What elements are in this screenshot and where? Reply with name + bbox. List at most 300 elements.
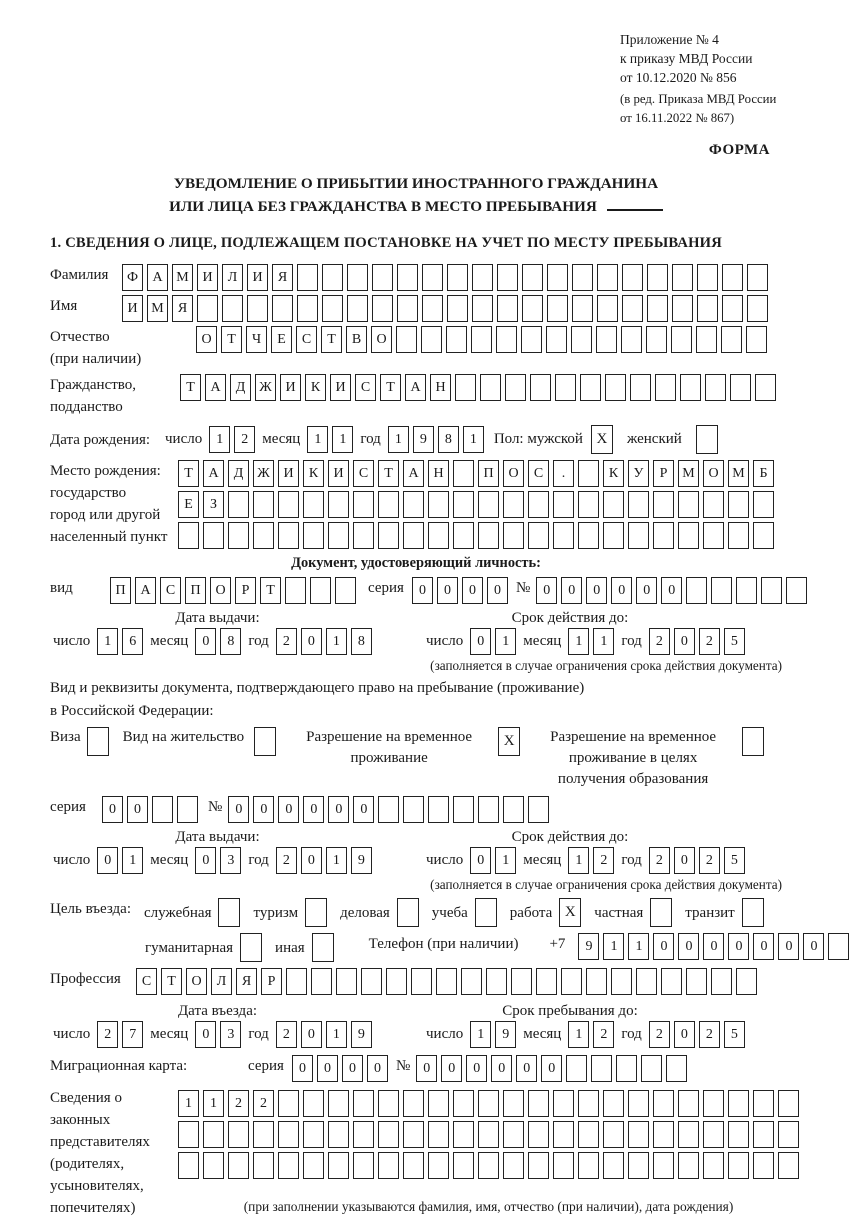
char-box[interactable]: В <box>346 326 367 353</box>
char-box[interactable]: 1 <box>326 847 347 874</box>
char-box[interactable]: Т <box>380 374 401 401</box>
char-box[interactable] <box>446 326 467 353</box>
char-box[interactable] <box>496 326 517 353</box>
char-box[interactable] <box>678 522 699 549</box>
char-box[interactable] <box>628 1121 649 1148</box>
char-box[interactable]: 2 <box>234 426 255 453</box>
char-box[interactable] <box>503 522 524 549</box>
char-box[interactable]: М <box>147 295 168 322</box>
char-box[interactable] <box>722 264 743 291</box>
char-box[interactable] <box>453 796 474 823</box>
char-box[interactable]: 0 <box>301 847 322 874</box>
char-box[interactable]: Т <box>178 460 199 487</box>
char-box[interactable]: 9 <box>413 426 434 453</box>
char-box[interactable] <box>705 374 726 401</box>
char-box[interactable] <box>666 1055 687 1082</box>
char-box[interactable]: Я <box>272 264 293 291</box>
char-box[interactable]: Т <box>378 460 399 487</box>
char-box[interactable] <box>503 796 524 823</box>
char-box[interactable]: 0 <box>292 1055 313 1082</box>
char-box[interactable] <box>403 491 424 518</box>
char-box[interactable] <box>353 491 374 518</box>
char-box[interactable]: О <box>503 460 524 487</box>
char-box[interactable]: Ж <box>253 460 274 487</box>
char-box[interactable]: 2 <box>276 628 297 655</box>
char-box[interactable] <box>728 491 749 518</box>
char-box[interactable] <box>478 491 499 518</box>
char-box[interactable] <box>272 295 293 322</box>
char-box[interactable] <box>310 577 331 604</box>
char-box[interactable] <box>730 374 751 401</box>
char-box[interactable] <box>546 326 567 353</box>
char-box[interactable]: И <box>278 460 299 487</box>
char-box[interactable] <box>278 491 299 518</box>
char-box[interactable]: 1 <box>568 847 589 874</box>
char-box[interactable] <box>455 374 476 401</box>
char-box[interactable] <box>152 796 173 823</box>
char-box[interactable] <box>278 1152 299 1179</box>
char-box[interactable] <box>578 460 599 487</box>
char-box[interactable]: Р <box>653 460 674 487</box>
char-box[interactable]: А <box>403 460 424 487</box>
identity-doc-kind-boxes[interactable] <box>110 577 356 604</box>
char-box[interactable] <box>653 1090 674 1117</box>
char-box[interactable] <box>353 1090 374 1117</box>
char-box[interactable]: С <box>355 374 376 401</box>
char-box[interactable]: 2 <box>276 1021 297 1048</box>
char-box[interactable] <box>428 1152 449 1179</box>
char-box[interactable] <box>678 1090 699 1117</box>
char-box[interactable]: 1 <box>463 426 484 453</box>
char-box[interactable]: 1 <box>593 628 614 655</box>
char-box[interactable]: 2 <box>649 847 670 874</box>
char-box[interactable]: О <box>703 460 724 487</box>
char-box[interactable]: 0 <box>661 577 682 604</box>
char-box[interactable]: Ж <box>255 374 276 401</box>
char-box[interactable]: М <box>678 460 699 487</box>
char-box[interactable]: З <box>203 491 224 518</box>
identity-issue-date[interactable] <box>50 628 385 655</box>
char-box[interactable]: Н <box>430 374 451 401</box>
char-box[interactable] <box>578 1090 599 1117</box>
char-box[interactable]: 0 <box>470 628 491 655</box>
char-box[interactable] <box>778 1152 799 1179</box>
char-box[interactable]: 0 <box>303 796 324 823</box>
char-box[interactable]: 2 <box>649 1021 670 1048</box>
char-box[interactable] <box>347 264 368 291</box>
char-box[interactable] <box>528 491 549 518</box>
purpose-option-checkbox[interactable] <box>305 898 327 927</box>
char-box[interactable] <box>228 1152 249 1179</box>
char-box[interactable] <box>178 1152 199 1179</box>
char-box[interactable]: 0 <box>228 796 249 823</box>
char-box[interactable] <box>521 326 542 353</box>
char-box[interactable] <box>653 522 674 549</box>
char-box[interactable] <box>622 295 643 322</box>
char-box[interactable]: Я <box>172 295 193 322</box>
char-box[interactable]: 9 <box>578 933 599 960</box>
char-box[interactable]: Л <box>222 264 243 291</box>
char-box[interactable] <box>553 1090 574 1117</box>
char-box[interactable] <box>453 1090 474 1117</box>
legal-reps-boxes-row1[interactable] <box>178 1090 799 1117</box>
char-box[interactable] <box>228 491 249 518</box>
char-box[interactable] <box>686 577 707 604</box>
char-box[interactable]: 0 <box>536 577 557 604</box>
char-box[interactable] <box>203 1121 224 1148</box>
migration-card-series-boxes[interactable] <box>292 1055 388 1082</box>
char-box[interactable]: 2 <box>699 1021 720 1048</box>
char-box[interactable] <box>453 1152 474 1179</box>
char-box[interactable]: О <box>210 577 231 604</box>
char-box[interactable] <box>628 491 649 518</box>
char-box[interactable]: 8 <box>438 426 459 453</box>
purpose-option-checkbox[interactable] <box>240 933 262 962</box>
char-box[interactable]: 2 <box>593 847 614 874</box>
char-box[interactable]: О <box>196 326 217 353</box>
char-box[interactable]: 0 <box>301 1021 322 1048</box>
char-box[interactable] <box>672 264 693 291</box>
char-box[interactable]: 0 <box>317 1055 338 1082</box>
char-box[interactable] <box>303 491 324 518</box>
char-box[interactable] <box>303 522 324 549</box>
char-box[interactable] <box>386 968 407 995</box>
legal-reps-boxes-row3[interactable] <box>178 1152 799 1179</box>
char-box[interactable]: 0 <box>541 1055 562 1082</box>
purpose-option-checkbox[interactable] <box>312 933 334 962</box>
char-box[interactable]: 7 <box>122 1021 143 1048</box>
char-box[interactable]: И <box>197 264 218 291</box>
char-box[interactable] <box>697 264 718 291</box>
char-box[interactable] <box>421 326 442 353</box>
char-box[interactable]: 0 <box>487 577 508 604</box>
char-box[interactable] <box>697 295 718 322</box>
char-box[interactable]: А <box>203 460 224 487</box>
char-box[interactable]: 9 <box>351 847 372 874</box>
char-box[interactable]: 0 <box>367 1055 388 1082</box>
char-box[interactable]: С <box>528 460 549 487</box>
temp-residence-checkbox[interactable]: X <box>498 727 520 756</box>
char-box[interactable]: Т <box>161 968 182 995</box>
char-box[interactable] <box>486 968 507 995</box>
char-box[interactable]: О <box>371 326 392 353</box>
char-box[interactable] <box>478 1090 499 1117</box>
char-box[interactable]: 1 <box>495 628 516 655</box>
char-box[interactable] <box>553 1121 574 1148</box>
char-box[interactable] <box>678 1121 699 1148</box>
char-box[interactable] <box>678 491 699 518</box>
stay-until-date-group[interactable] <box>423 1021 755 1048</box>
legal-reps-boxes-row2[interactable] <box>178 1121 799 1148</box>
char-box[interactable] <box>522 264 543 291</box>
char-box[interactable] <box>753 1121 774 1148</box>
char-box[interactable] <box>728 1152 749 1179</box>
char-box[interactable]: Д <box>228 460 249 487</box>
char-box[interactable] <box>478 1152 499 1179</box>
char-box[interactable]: А <box>405 374 426 401</box>
resident-issue-date[interactable] <box>50 847 385 874</box>
identity-doc-series-boxes[interactable] <box>412 577 508 604</box>
char-box[interactable] <box>728 1090 749 1117</box>
surname-boxes[interactable] <box>122 264 768 291</box>
char-box[interactable]: О <box>186 968 207 995</box>
char-box[interactable]: 0 <box>412 577 433 604</box>
char-box[interactable]: 0 <box>674 628 695 655</box>
char-box[interactable]: С <box>296 326 317 353</box>
char-box[interactable] <box>721 326 742 353</box>
char-box[interactable] <box>578 522 599 549</box>
char-box[interactable] <box>203 1152 224 1179</box>
char-box[interactable]: Л <box>211 968 232 995</box>
char-box[interactable] <box>353 1152 374 1179</box>
char-box[interactable] <box>311 968 332 995</box>
char-box[interactable] <box>653 491 674 518</box>
char-box[interactable] <box>528 796 549 823</box>
char-box[interactable] <box>378 1090 399 1117</box>
char-box[interactable]: И <box>122 295 143 322</box>
char-box[interactable]: А <box>147 264 168 291</box>
purpose-option-checkbox[interactable] <box>650 898 672 927</box>
char-box[interactable] <box>297 295 318 322</box>
char-box[interactable] <box>728 1121 749 1148</box>
char-box[interactable] <box>447 264 468 291</box>
char-box[interactable] <box>647 295 668 322</box>
char-box[interactable]: 1 <box>326 1021 347 1048</box>
char-box[interactable] <box>605 374 626 401</box>
char-box[interactable] <box>753 1152 774 1179</box>
given-name-boxes[interactable] <box>122 295 768 322</box>
char-box[interactable] <box>372 295 393 322</box>
char-box[interactable] <box>628 1090 649 1117</box>
char-box[interactable] <box>603 522 624 549</box>
char-box[interactable] <box>530 374 551 401</box>
char-box[interactable] <box>636 968 657 995</box>
char-box[interactable] <box>428 796 449 823</box>
char-box[interactable]: 8 <box>220 628 241 655</box>
char-box[interactable]: С <box>353 460 374 487</box>
char-box[interactable]: 0 <box>102 796 123 823</box>
char-box[interactable]: М <box>728 460 749 487</box>
char-box[interactable]: 0 <box>753 933 774 960</box>
char-box[interactable]: 0 <box>437 577 458 604</box>
char-box[interactable] <box>696 326 717 353</box>
char-box[interactable] <box>285 577 306 604</box>
char-box[interactable]: Д <box>230 374 251 401</box>
char-box[interactable] <box>503 1152 524 1179</box>
char-box[interactable] <box>728 522 749 549</box>
char-box[interactable] <box>447 295 468 322</box>
char-box[interactable]: П <box>110 577 131 604</box>
char-box[interactable] <box>278 522 299 549</box>
char-box[interactable] <box>322 295 343 322</box>
char-box[interactable]: К <box>305 374 326 401</box>
char-box[interactable]: 9 <box>351 1021 372 1048</box>
char-box[interactable] <box>603 1090 624 1117</box>
char-box[interactable] <box>572 295 593 322</box>
char-box[interactable]: 0 <box>653 933 674 960</box>
char-box[interactable] <box>403 796 424 823</box>
char-box[interactable] <box>786 577 807 604</box>
char-box[interactable]: 0 <box>466 1055 487 1082</box>
char-box[interactable] <box>335 577 356 604</box>
char-box[interactable]: 1 <box>628 933 649 960</box>
char-box[interactable] <box>572 264 593 291</box>
char-box[interactable] <box>553 1152 574 1179</box>
char-box[interactable] <box>228 1121 249 1148</box>
char-box[interactable] <box>628 1152 649 1179</box>
char-box[interactable] <box>591 1055 612 1082</box>
char-box[interactable]: 0 <box>195 1021 216 1048</box>
char-box[interactable]: 0 <box>301 628 322 655</box>
char-box[interactable]: 0 <box>127 796 148 823</box>
char-box[interactable]: 2 <box>649 628 670 655</box>
identity-until-date[interactable] <box>423 628 755 655</box>
char-box[interactable]: 6 <box>122 628 143 655</box>
char-box[interactable]: С <box>160 577 181 604</box>
char-box[interactable] <box>497 295 518 322</box>
char-box[interactable] <box>328 1121 349 1148</box>
char-box[interactable]: 0 <box>195 847 216 874</box>
char-box[interactable] <box>336 968 357 995</box>
char-box[interactable] <box>505 374 526 401</box>
char-box[interactable]: 0 <box>674 1021 695 1048</box>
char-box[interactable] <box>622 264 643 291</box>
char-box[interactable] <box>378 1121 399 1148</box>
char-box[interactable]: Р <box>235 577 256 604</box>
char-box[interactable] <box>755 374 776 401</box>
char-box[interactable]: 1 <box>495 847 516 874</box>
char-box[interactable]: А <box>205 374 226 401</box>
char-box[interactable] <box>378 796 399 823</box>
temp-residence-education-checkbox[interactable] <box>742 727 764 756</box>
char-box[interactable] <box>328 1152 349 1179</box>
char-box[interactable] <box>478 1121 499 1148</box>
char-box[interactable]: Е <box>178 491 199 518</box>
char-box[interactable] <box>461 968 482 995</box>
char-box[interactable] <box>403 1090 424 1117</box>
char-box[interactable]: 1 <box>568 628 589 655</box>
char-box[interactable]: 9 <box>495 1021 516 1048</box>
char-box[interactable]: И <box>328 460 349 487</box>
char-box[interactable] <box>422 264 443 291</box>
char-box[interactable] <box>747 264 768 291</box>
resident-until-date[interactable] <box>423 847 755 874</box>
char-box[interactable] <box>630 374 651 401</box>
char-box[interactable] <box>703 522 724 549</box>
char-box[interactable] <box>736 968 757 995</box>
char-box[interactable] <box>528 1121 549 1148</box>
char-box[interactable] <box>653 1121 674 1148</box>
char-box[interactable] <box>547 295 568 322</box>
birth-place-boxes-row3[interactable] <box>178 522 774 549</box>
char-box[interactable]: 0 <box>328 796 349 823</box>
char-box[interactable] <box>747 295 768 322</box>
char-box[interactable]: 0 <box>516 1055 537 1082</box>
char-box[interactable] <box>453 491 474 518</box>
char-box[interactable]: Ф <box>122 264 143 291</box>
char-box[interactable] <box>178 1121 199 1148</box>
char-box[interactable] <box>303 1090 324 1117</box>
char-box[interactable]: 0 <box>678 933 699 960</box>
char-box[interactable] <box>253 1121 274 1148</box>
birth-date-group[interactable] <box>162 426 484 453</box>
char-box[interactable] <box>428 522 449 549</box>
sex-male-checkbox[interactable]: X <box>591 425 613 454</box>
char-box[interactable] <box>597 295 618 322</box>
char-box[interactable]: 1 <box>326 628 347 655</box>
char-box[interactable] <box>553 522 574 549</box>
char-box[interactable] <box>471 326 492 353</box>
char-box[interactable] <box>746 326 767 353</box>
char-box[interactable]: Р <box>261 968 282 995</box>
char-box[interactable] <box>661 968 682 995</box>
char-box[interactable] <box>286 968 307 995</box>
char-box[interactable]: П <box>478 460 499 487</box>
char-box[interactable]: 2 <box>699 847 720 874</box>
char-box[interactable]: 0 <box>441 1055 462 1082</box>
char-box[interactable] <box>736 577 757 604</box>
char-box[interactable] <box>403 1121 424 1148</box>
char-box[interactable] <box>536 968 557 995</box>
char-box[interactable]: 1 <box>97 628 118 655</box>
resident-doc-number-boxes[interactable] <box>228 796 549 823</box>
char-box[interactable]: 0 <box>278 796 299 823</box>
char-box[interactable]: Т <box>180 374 201 401</box>
char-box[interactable] <box>197 295 218 322</box>
char-box[interactable]: Т <box>321 326 342 353</box>
char-box[interactable] <box>422 295 443 322</box>
char-box[interactable] <box>372 264 393 291</box>
patronymic-boxes[interactable] <box>196 326 767 353</box>
char-box[interactable] <box>453 522 474 549</box>
char-box[interactable] <box>353 522 374 549</box>
char-box[interactable] <box>253 522 274 549</box>
identity-doc-number-boxes[interactable] <box>536 577 807 604</box>
char-box[interactable] <box>621 326 642 353</box>
char-box[interactable]: Я <box>236 968 257 995</box>
char-box[interactable] <box>428 1121 449 1148</box>
char-box[interactable]: С <box>136 968 157 995</box>
char-box[interactable] <box>453 1121 474 1148</box>
char-box[interactable] <box>322 264 343 291</box>
char-box[interactable]: М <box>172 264 193 291</box>
char-box[interactable]: 5 <box>724 847 745 874</box>
char-box[interactable] <box>616 1055 637 1082</box>
char-box[interactable]: 2 <box>699 628 720 655</box>
char-box[interactable] <box>478 522 499 549</box>
char-box[interactable] <box>472 264 493 291</box>
char-box[interactable] <box>580 374 601 401</box>
char-box[interactable] <box>753 522 774 549</box>
char-box[interactable]: И <box>280 374 301 401</box>
char-box[interactable] <box>753 491 774 518</box>
char-box[interactable] <box>428 491 449 518</box>
char-box[interactable] <box>253 1152 274 1179</box>
char-box[interactable] <box>596 326 617 353</box>
char-box[interactable] <box>397 295 418 322</box>
char-box[interactable] <box>672 295 693 322</box>
char-box[interactable]: 0 <box>586 577 607 604</box>
residence-permit-checkbox[interactable] <box>254 727 276 756</box>
char-box[interactable]: Т <box>221 326 242 353</box>
char-box[interactable] <box>680 374 701 401</box>
purpose-option-checkbox[interactable]: X <box>559 898 581 927</box>
char-box[interactable]: 0 <box>491 1055 512 1082</box>
char-box[interactable]: 0 <box>728 933 749 960</box>
entry-date-group[interactable] <box>50 1021 385 1048</box>
char-box[interactable]: 1 <box>307 426 328 453</box>
char-box[interactable] <box>597 264 618 291</box>
